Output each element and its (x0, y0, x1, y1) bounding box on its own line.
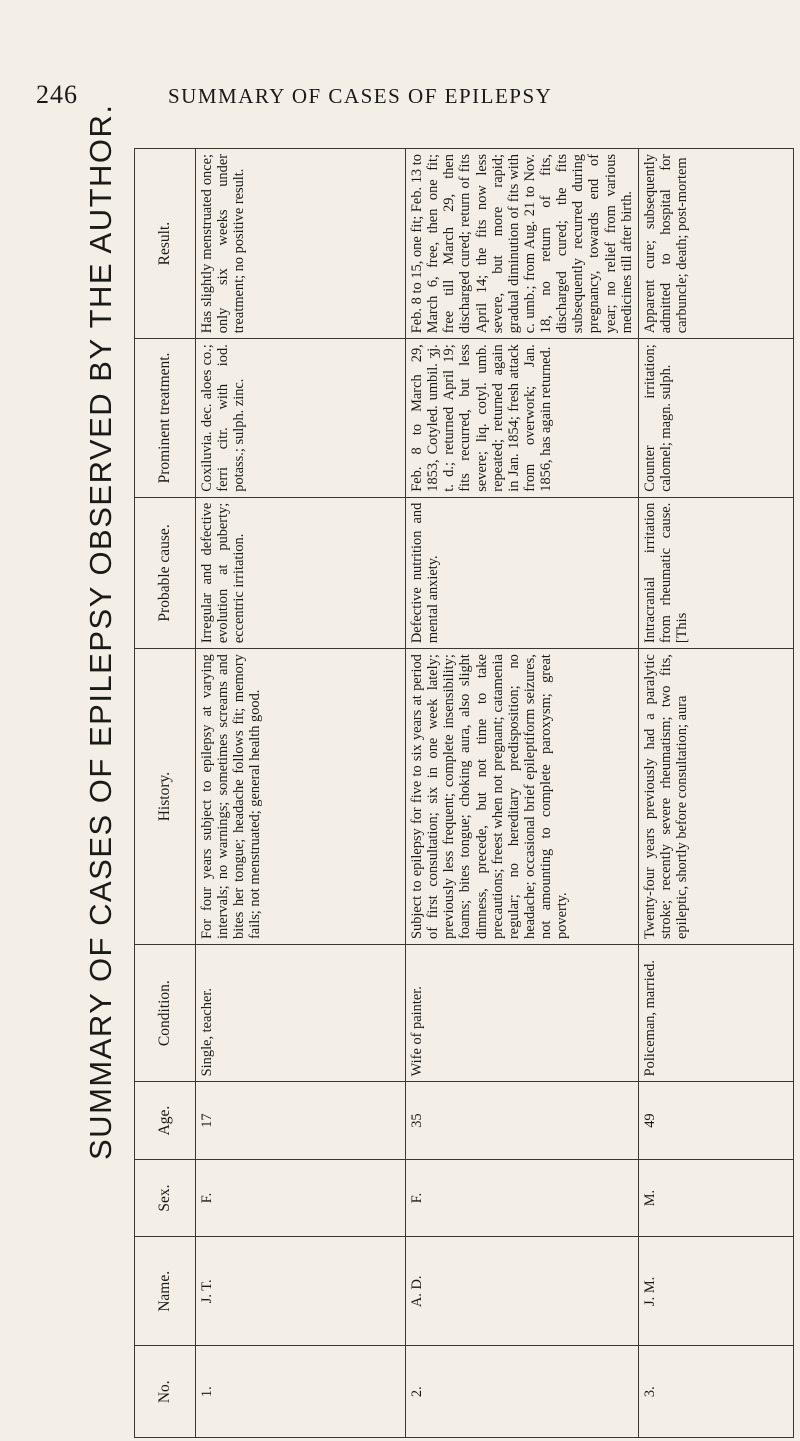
cases-table (134, 148, 794, 1438)
cell-condition: Policeman, married. (638, 944, 793, 1081)
header-cause: Probable cause. (135, 497, 196, 648)
cell-name: J. M. (638, 1237, 793, 1346)
cases-table-container (134, 148, 794, 1438)
header-name: Name. (135, 1237, 196, 1346)
header-history: History. (135, 649, 196, 945)
table-row (638, 149, 793, 1438)
cell-condition: Single, teacher. (196, 944, 406, 1081)
cell-history: Subject to epilepsy for five to six years at period of first consultation; six in one week lately; previously less frequent; complete insensibility; foams; bites tongue; choking aura, also slight dimness, precede, but not time to take precautions; freest when not pregnant; catamenia regular; no hereditary predisposition; no headache; occasional brief epileptiform seizures, not amounting to complete paroxysm; great poverty. (406, 649, 639, 945)
cell-cause: Irregular and defective evolution at puberty; eccentric irritation. (196, 497, 406, 648)
cell-age: 49 (638, 1082, 793, 1159)
header-condition: Condition. (135, 944, 196, 1081)
cell-result: Apparent cure; subsequently admitted to hospital for carbuncle; death; post-mortem (638, 149, 793, 339)
header-age: Age. (135, 1082, 196, 1159)
cell-no: 2. (406, 1346, 639, 1438)
table-title: SUMMARY OF CASES OF EPILEPSY OBSERVED BY THE AUTHOR. (83, 103, 118, 1160)
cell-cause: Intracranial irritation from rheumatic cause. [This (638, 497, 793, 648)
cell-history: For four years subject to epilepsy at varying intervals; no warnings; sometimes screams and bites her tongue; headache follows fit; memory fails; not menstruated; general health good. (196, 649, 406, 945)
cell-age: 35 (406, 1082, 639, 1159)
cell-name: A. D. (406, 1237, 639, 1346)
header-no: No. (135, 1346, 196, 1438)
header-treatment: Prominent treatment. (135, 339, 196, 497)
cell-sex: F. (196, 1159, 406, 1236)
cell-sex: M. (638, 1159, 793, 1236)
header-sex: Sex. (135, 1159, 196, 1236)
cell-treatment: Counter irritation; calomel; magn. sulph. (638, 339, 793, 497)
running-head: SUMMARY OF CASES OF EPILEPSY (168, 84, 553, 108)
cell-sex: F. (406, 1159, 639, 1236)
cell-no: 1. (196, 1346, 406, 1438)
cell-result: Has slightly menstruated once; only six weeks under treatment; no positive result. (196, 149, 406, 339)
header-row (135, 149, 196, 1438)
cell-treatment: Feb. 8 to March 29, 1853, Cotyled. umbil. ʒj. t. d.; returned April 19; fits recurred, but less severe; liq. cotyl. umb. repeated; returned again in Jan. 1854; fresh attack from overwork; Jan. 1856, has again returned. (406, 339, 639, 497)
cell-result: Feb. 8 to 15, one fit; Feb. 13 to March 6, free, then one fit; free till March 29, then discharged cured; return of fits April 14; the fits now less severe, but more rapid; gradual diminution of fits with c. umb.; from Aug. 21 to Nov. 18, no return of fits, discharged cured; the fits subsequently recurred during pregnancy, towards end of year; no relief from various medicines till after birth. (406, 149, 639, 339)
header-result: Result. (135, 149, 196, 339)
page-number: 246 (36, 80, 78, 109)
cell-name: J. T. (196, 1237, 406, 1346)
table-row (406, 149, 639, 1438)
table-row (196, 149, 406, 1438)
cell-treatment: Coxiluvia. dec. aloes co.; ferri citr. with iod. potass.; sulph. zinc. (196, 339, 406, 497)
cell-condition: Wife of painter. (406, 944, 639, 1081)
cell-history: Twenty-four years previously had a paralytic stroke; recently severe rheumatism; two fits, epileptic, shortly before consultation; aura (638, 649, 793, 945)
cell-age: 17 (196, 1082, 406, 1159)
cell-no: 3. (638, 1346, 793, 1438)
cell-cause: Defective nutrition and mental anxiety. (406, 497, 639, 648)
